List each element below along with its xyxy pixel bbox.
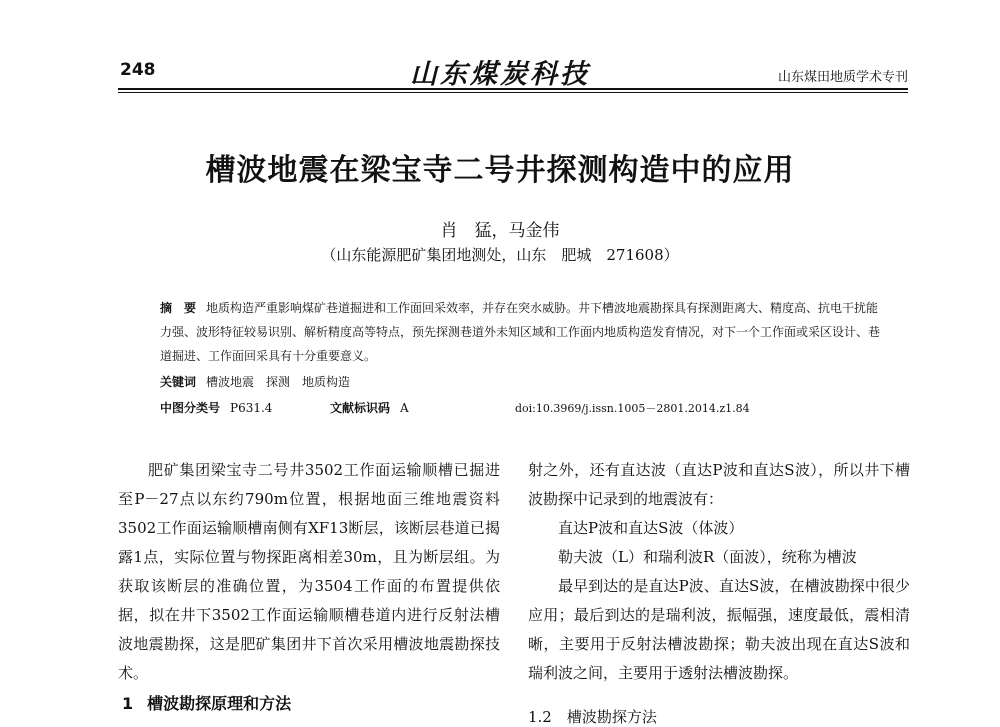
right-paragraph-2: 直达P波和直达S波（体波） xyxy=(558,519,744,537)
subsection-heading-partial: 1.2 槽波勘探方法 xyxy=(528,708,657,726)
keywords-label: 关键词 xyxy=(160,375,197,389)
section-title: 槽波勘探原理和方法 xyxy=(147,694,292,713)
header-rule xyxy=(118,88,908,93)
clc-label: 中图分类号 xyxy=(160,401,221,415)
authors: 肖 猛，马金伟 xyxy=(440,221,560,241)
classification-line xyxy=(160,396,880,421)
article-title: 槽波地震在梁宝寺二号井探测构造中的应用 xyxy=(205,153,795,188)
abstract xyxy=(160,296,880,368)
special-issue-label: 山东煤田地质学术专刊 xyxy=(777,70,908,85)
journal-title: 山东煤炭科技 xyxy=(410,59,590,90)
intro-paragraph: 肥矿集团梁宝寺二号井3502工作面运输顺槽已掘进至P－27点以东约790m位置，根据地面三维地震资料3502工作面运输顺槽南侧有XF13断层，该断层巷道已揭露1点，实际位置与物探距离相差30m，且为断层组。为获取该断层的准确位置，为3504工作面的布置提供依据，拟在井下3502工作面运输顺槽巷道内进行反射法槽波地震勘探，这是肥矿集团井下首次采用槽波地震勘探技术。 xyxy=(118,461,500,682)
section-heading xyxy=(122,691,305,714)
keywords-line xyxy=(160,370,880,394)
doi: doi:10.3969/j.issn.1005－2801.2014.z1.84 xyxy=(515,402,750,415)
right-paragraph-4: 最早到达的是直达P波、直达S波，在槽波勘探中很少应用；最后到达的是瑞利波，振幅强，速度最低，震相清晰，主要用于反射法槽波勘探；勒夫波出现在直达S波和瑞利波之间，主要用于透射法槽波勘探。 xyxy=(528,577,910,682)
right-column xyxy=(528,456,910,688)
doc-code-value: A xyxy=(400,401,409,415)
left-column xyxy=(118,456,500,688)
page-number: 248 xyxy=(120,60,156,80)
abstract-label: 摘 要 xyxy=(160,301,197,315)
section-number: 1 xyxy=(122,694,134,713)
affiliation: （山东能源肥矿集团地测处，山东 肥城 271608） xyxy=(321,246,679,264)
right-paragraph-3: 勒夫波（L）和瑞利波R（面波），统称为槽波 xyxy=(558,548,857,566)
clc-value: P631.4 xyxy=(230,401,273,415)
abstract-text: 地质构造严重影响煤矿巷道掘进和工作面回采效率，并存在突水威胁。井下槽波地震勘探具有探测距离大、精度高、抗电干扰能力强、波形特征较易识别、解析精度高等特点，预先探测巷道外未知区域和工作面内地质构造发育情况，对下一个工作面或采区设计、巷道掘进、工作面回采具有十分重要意义。 xyxy=(160,301,881,363)
doc-code-label: 文献标识码 xyxy=(330,401,391,415)
right-paragraph-1: 射之外，还有直达波（直达P波和直达S波），所以井下槽波勘探中记录到的地震波有： xyxy=(528,461,910,508)
keywords: 槽波地震 探测 地质构造 xyxy=(206,375,351,389)
